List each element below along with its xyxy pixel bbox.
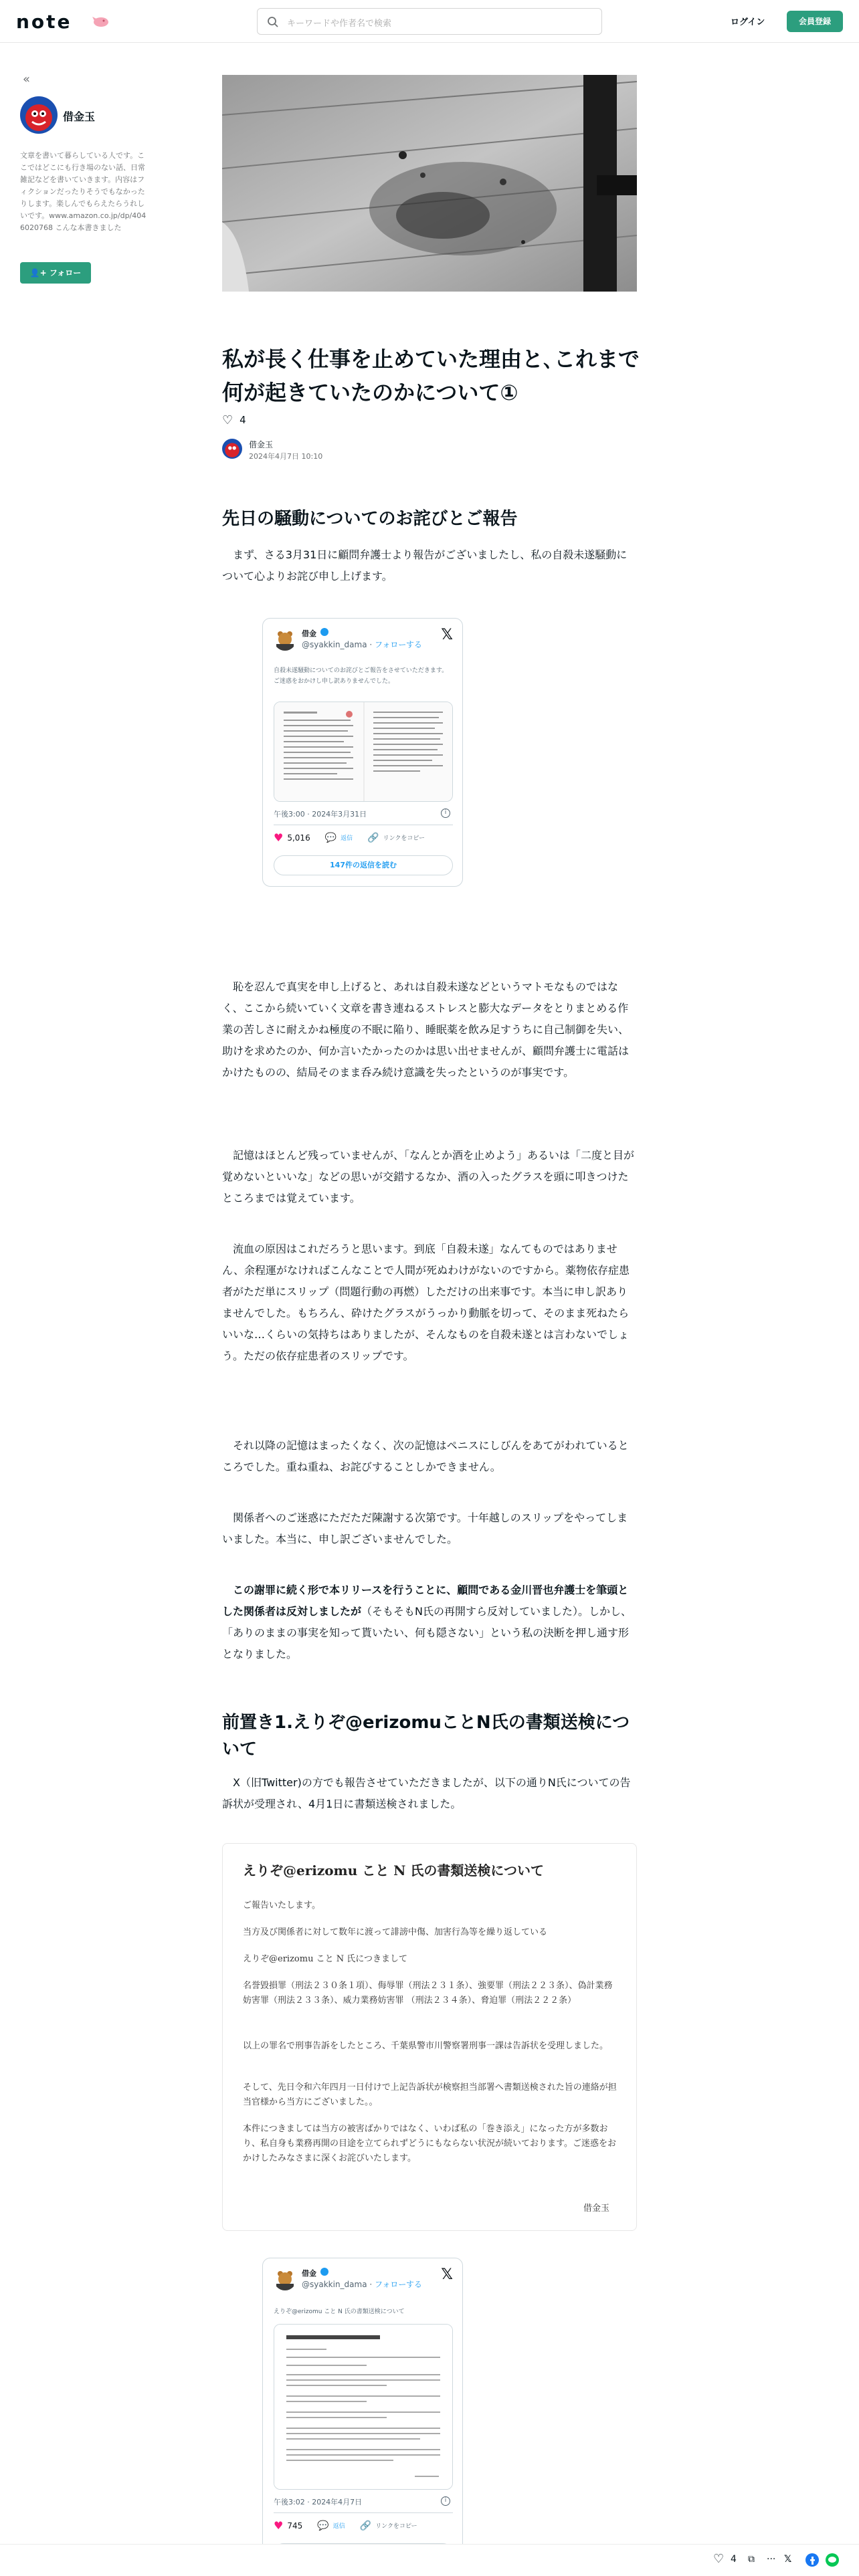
bottom-like-count: 4	[731, 2554, 737, 2565]
search-input[interactable]	[257, 8, 602, 35]
more-options-icon[interactable]: ···	[767, 2554, 776, 2565]
avatar-image	[20, 96, 58, 134]
tweet-text: えりぞ@erizomu こと N 氏の書類送検について	[274, 2309, 405, 2315]
facebook-share-icon[interactable]	[805, 2553, 819, 2567]
document-signature: 借金玉	[583, 2204, 609, 2214]
document-line: 以上の罪名で刑事告訴をしたところ、千葉県警市川警察署刑事一課は告訴状を受理しました。	[243, 2041, 609, 2051]
register-button[interactable]: 会員登録	[787, 11, 843, 32]
heart-icon[interactable]: ♥	[274, 2519, 284, 2532]
bear-icon	[274, 628, 296, 651]
tweet-handle[interactable]: @syakkin_dama · フォローする	[302, 640, 422, 649]
meta-author-name[interactable]: 借金玉	[249, 440, 274, 449]
note-logo[interactable]: note	[16, 11, 72, 33]
document-line: 名誉毀損罪（刑法２３０条１項）、侮辱罪（刑法２３１条）、強要罪（刑法２２３条）、偽計業務妨害罪（刑法２３３条）、威力業務妨害罪 （刑法２３４条）、脅迫罪（刑法２２２条）	[243, 1981, 613, 2006]
tweet-actions	[274, 2519, 417, 2532]
top-navigation-bar	[0, 0, 859, 43]
paragraph: X（旧Twitter)の方でも報告させていただきましたが、以下の通りN氏についての告訴状が受理され、4月1日に書類送検されました。	[222, 1776, 631, 1810]
tweet-avatar[interactable]	[274, 628, 296, 651]
document-title: えりぞ@erizomu こと N 氏の書類送検について	[243, 1862, 545, 1879]
tweet-handle-text: @syakkin_dama	[302, 640, 367, 649]
paragraph: まず、さる3月31日に顧問弁護士より報告がございましたし、私の自殺未遂騒動について心よりお詫び申し上げます。	[222, 548, 628, 582]
avatar-image	[222, 439, 242, 459]
link-icon[interactable]: 🔗	[367, 832, 379, 843]
paragraph: それ以降の記憶はまったくなく、次の記憶はペニスにしびんをあてがわれているところでした。重ね重ね、お詫びすることしかできません。	[222, 1439, 629, 1473]
tweet-handle-text: @syakkin_dama	[302, 2280, 367, 2289]
publish-date: 2024年4月7日 10:10	[249, 452, 323, 461]
tweet-like-count: 745	[287, 2520, 303, 2531]
paragraph: 流血の原因はこれだろうと思います。到底「自殺未遂」なんてものではありません、余程運がなければこんなことで人間が死ぬわけがないのですから。薬物依存症患者がただ単にスリップ（問題行動の再燃）しただけの出来事です。本当に申し訳ありませんでした。もちろん、砕けたグラスがうっかり動脈を切って、そのまま死ねたらいいな…くらいの気持ちはありましたが、そんなものを自殺未遂とは言わないでしょう。ただの依存症患者のスリップです。	[222, 1243, 630, 1362]
search-placeholder: キーワードや作者名で検索	[287, 19, 392, 29]
author-avatar[interactable]	[20, 96, 58, 134]
meta-author-avatar[interactable]	[222, 439, 242, 459]
hero-image	[222, 75, 637, 292]
follow-button[interactable]	[20, 262, 91, 284]
section-heading-erizomu: 前置き1.えりぞ@erizomuことN氏の書類送検について	[222, 1713, 630, 1759]
paragraph: 記憶はほとんど残っていませんが、「なんとか酒を止めよう」あるいは「二度と目が覚めないといいな」などの思いが交錯するなか、酒の入ったグラスを頭に叩きつけたところまでは覚えています。	[222, 1149, 635, 1204]
tweet-avatar[interactable]	[274, 2268, 296, 2290]
verified-badge-icon	[320, 628, 328, 636]
embedded-tweet[interactable]	[262, 2258, 463, 2572]
document-line: 本件につきましては当方の被害ばかりではなく、いわば私の「巻き添え」になった方が多数おり、私自身も業務再開の目途を立てられずどうにもならない状況が続いております。ご迷惑をおかけしたみなさまに深くお詫びいたします。	[243, 2124, 616, 2163]
like-count: 4	[240, 414, 246, 426]
heart-icon[interactable]: ♥	[274, 831, 284, 844]
tweet-follow-link[interactable]: フォローする	[375, 640, 422, 649]
x-logo-icon[interactable]: 𝕏	[441, 2266, 453, 2283]
paragraph	[222, 1580, 637, 1665]
reply-icon[interactable]: 💬	[317, 2520, 329, 2531]
embedded-tweet[interactable]	[262, 618, 463, 887]
tweet-actions	[274, 831, 425, 844]
author-name[interactable]: 借金玉	[63, 110, 96, 123]
info-icon[interactable]: i	[441, 2496, 450, 2506]
tweet-timestamp[interactable]: 午後3:00 · 2024年3月31日	[274, 810, 367, 819]
read-replies-button[interactable]: 147件の返信を読む	[274, 855, 453, 875]
section-heading-apology: 先日の騒動についてのお詫びとご報告	[222, 509, 518, 529]
tweet-media[interactable]	[274, 702, 453, 802]
document-thumbnail	[274, 2325, 453, 2490]
mascot-icon	[92, 14, 110, 27]
info-icon[interactable]: i	[441, 809, 450, 818]
reply-label[interactable]: 返信	[341, 835, 353, 842]
reply-icon[interactable]: 💬	[324, 832, 337, 843]
follow-label: フォロー	[49, 268, 82, 278]
tweet-like-count: 5,016	[287, 833, 310, 843]
divider	[274, 2512, 453, 2513]
document-line: ご報告いたします。	[243, 1901, 320, 1911]
floor-photo	[222, 75, 637, 292]
verified-badge-icon	[320, 2268, 328, 2276]
paragraph-bold: この謝罪に続く形で本リリースを行うことに、顧問である金川晋也弁護士を筆頭とした関係者は反対しましたが	[222, 1584, 629, 1618]
x-share-icon[interactable]: 𝕏	[784, 2554, 792, 2565]
document-image	[222, 1843, 637, 2231]
user-plus-icon: 👤+	[29, 268, 47, 278]
line-share-icon[interactable]	[826, 2553, 839, 2567]
copy-link-label[interactable]: リンクをコピー	[383, 835, 425, 842]
tweet-handle[interactable]: @syakkin_dama · フォローする	[302, 2280, 422, 2289]
heart-icon[interactable]: ♡	[222, 413, 233, 427]
like-row[interactable]	[222, 412, 246, 428]
login-link[interactable]: ログイン	[731, 17, 765, 27]
document-line: 当方及び関係者に対して数年に渡って誹謗中傷、加害行為等を繰り返している	[243, 1927, 548, 1937]
double-chevron-left-icon[interactable]: «	[23, 72, 31, 86]
copy-link-label[interactable]: リンクをコピー	[375, 2523, 417, 2530]
x-logo-icon[interactable]: 𝕏	[441, 627, 453, 643]
document-line: えりぞ@erizomu こと N 氏につきまして	[243, 1954, 407, 1964]
reply-label[interactable]: 返信	[332, 2523, 345, 2530]
magazine-add-icon[interactable]: ⧉	[748, 2554, 755, 2565]
bear-icon	[274, 2268, 296, 2290]
tweet-timestamp[interactable]: 午後3:02 · 2024年4月7日	[274, 2498, 363, 2506]
paragraph: 関係者へのご迷惑にただただ陳謝する次第です。十年越しのスリップをやってしまいました。本当に、申し訳ございませんでした。	[222, 1511, 628, 1545]
document-scan-image	[274, 702, 453, 802]
tweet-display-name[interactable]: 借金	[302, 629, 316, 638]
document-line: そして、先日令和六年四月一日付けで上記告訴状が検察担当部署へ書類送検された旨の連絡が担当官様から当方にございました。。	[243, 2082, 617, 2107]
author-bio: 文章を書いて暮らしている人です。ここではどこにも行き場のない話、日常雑記などを書いていきます。内容はフィクションだったりそうでもなかったりします。楽しんでもらえたらうれしいです。www.amazon.co.jp/dp/4046020768 こんな本書きました	[20, 151, 147, 232]
article-title: 私が長く仕事を止めていた理由と､これまで何が起きていたのかについて①	[222, 346, 640, 405]
link-icon[interactable]: 🔗	[359, 2520, 372, 2531]
heart-icon[interactable]: ♡	[713, 2552, 725, 2566]
tweet-media[interactable]	[274, 2324, 453, 2490]
search-icon	[267, 16, 279, 28]
bottom-action-bar	[0, 2544, 859, 2576]
tweet-display-name[interactable]: 借金	[302, 2269, 316, 2278]
paragraph-rest: （そもそもN氏の再開すら反対していました）。しかし、「ありのままの事実を知って貰いたい、何も隠さない」という私の決断を押し通す形となりました。	[222, 1605, 632, 1660]
tweet-text: 自殺未遂騒動についてのお詫びとご報告をさせていただきます。ご迷惑をおかけし申し訳ありませんでした。	[274, 667, 448, 685]
tweet-follow-link[interactable]: フォローする	[375, 2280, 422, 2289]
paragraph: 恥を忍んで真実を申し上げると、あれは自殺未遂などというマトモなものではなく、ここから続いていく文章を書き連ねるストレスと膨大なデータをとりまとめる作業の苦しさに耐えかね極度の不眠に陥り、睡眠薬を飲み足すうちに自己制御を失い、助けを求めたのか、何か言いたかったのかは思い出せませんが、顧問弁護士に電話はかけたものの、結局そのまま呑み続け意識を失ったというのが事実です。	[222, 980, 630, 1079]
